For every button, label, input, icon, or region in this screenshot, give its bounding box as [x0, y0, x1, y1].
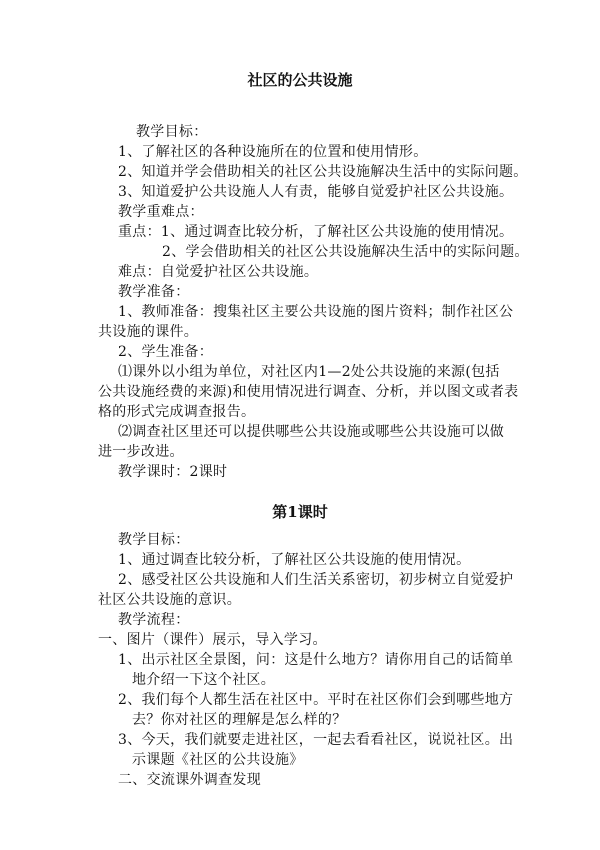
text-line: 共设施的课件。	[98, 324, 199, 340]
text-line: 去？你对社区的理解是怎么样的？	[132, 712, 347, 728]
text-line: 教学重难点：	[118, 204, 204, 220]
text-line: ⑴课外以小组为单位，对社区内1—2处公共设施的来源(包括	[118, 364, 500, 380]
text-line: 2、我们每个人都生活在社区中。平时在社区你们会到哪些地方	[118, 692, 514, 708]
text-line: 3、今天，我们就要走进社区，一起去看看社区，说说社区。出	[118, 732, 514, 748]
text-line: 社区公共设施的意识。	[98, 592, 241, 608]
text-line: 1、通过调查比较分析，了解社区公共设施的使用情况。	[118, 552, 471, 568]
text-line: 1、出示社区全景图，问：这是什么地方？请你用自己的话简单	[118, 652, 514, 668]
text-line: 重点：1、通过调查比较分析，了解社区公共设施的使用情况。	[118, 224, 514, 240]
text-line: ⑵调查社区里还可以提供哪些公共设施或哪些公共设施可以做	[118, 424, 505, 440]
text-line: 3、知道爱护公共设施人人有责，能够自觉爱护社区公共设施。	[118, 184, 514, 200]
text-line: 教学课时：2课时	[118, 464, 228, 480]
text-line: 教学目标：	[118, 532, 190, 548]
text-line: 公共设施经费的来源)和使用情况进行调查、分析，并以图文或者表	[98, 384, 519, 400]
text-line: 难点：自觉爱护社区公共设施。	[118, 264, 319, 280]
text-line: 2、学生准备：	[118, 344, 214, 360]
text-line: 教学目标：	[136, 124, 208, 140]
text-line: 示课题《社区的公共设施》	[132, 752, 304, 768]
text-line: 教学准备：	[118, 284, 190, 300]
text-line: 进一步改进。	[98, 444, 184, 460]
text-line: 地介绍一下这个社区。	[132, 672, 275, 688]
text-line: 1、教师准备：搜集社区主要公共设施的图片资料；制作社区公	[118, 304, 514, 320]
text-line: 2、感受社区公共设施和人们生活关系密切，初步树立自觉爱护	[118, 572, 514, 588]
text-line: 2、学会借助相关的社区公共设施解决生活中的实际问题。	[162, 244, 529, 260]
text-line: 1、了解社区的各种设施所在的位置和使用情形。	[118, 144, 428, 160]
lesson-heading: 第1课时	[272, 503, 328, 521]
text-line: 格的形式完成调查报告。	[98, 404, 256, 420]
text-line: 二、交流课外调查发现	[118, 772, 261, 788]
text-line: 教学流程：	[118, 612, 190, 628]
text-line: 一、图片（课件）展示，导入学习。	[98, 632, 327, 648]
document-title: 社区的公共设施	[247, 71, 353, 89]
text-line: 2、知道并学会借助相关的社区公共设施解决生活中的实际问题。	[118, 164, 528, 180]
